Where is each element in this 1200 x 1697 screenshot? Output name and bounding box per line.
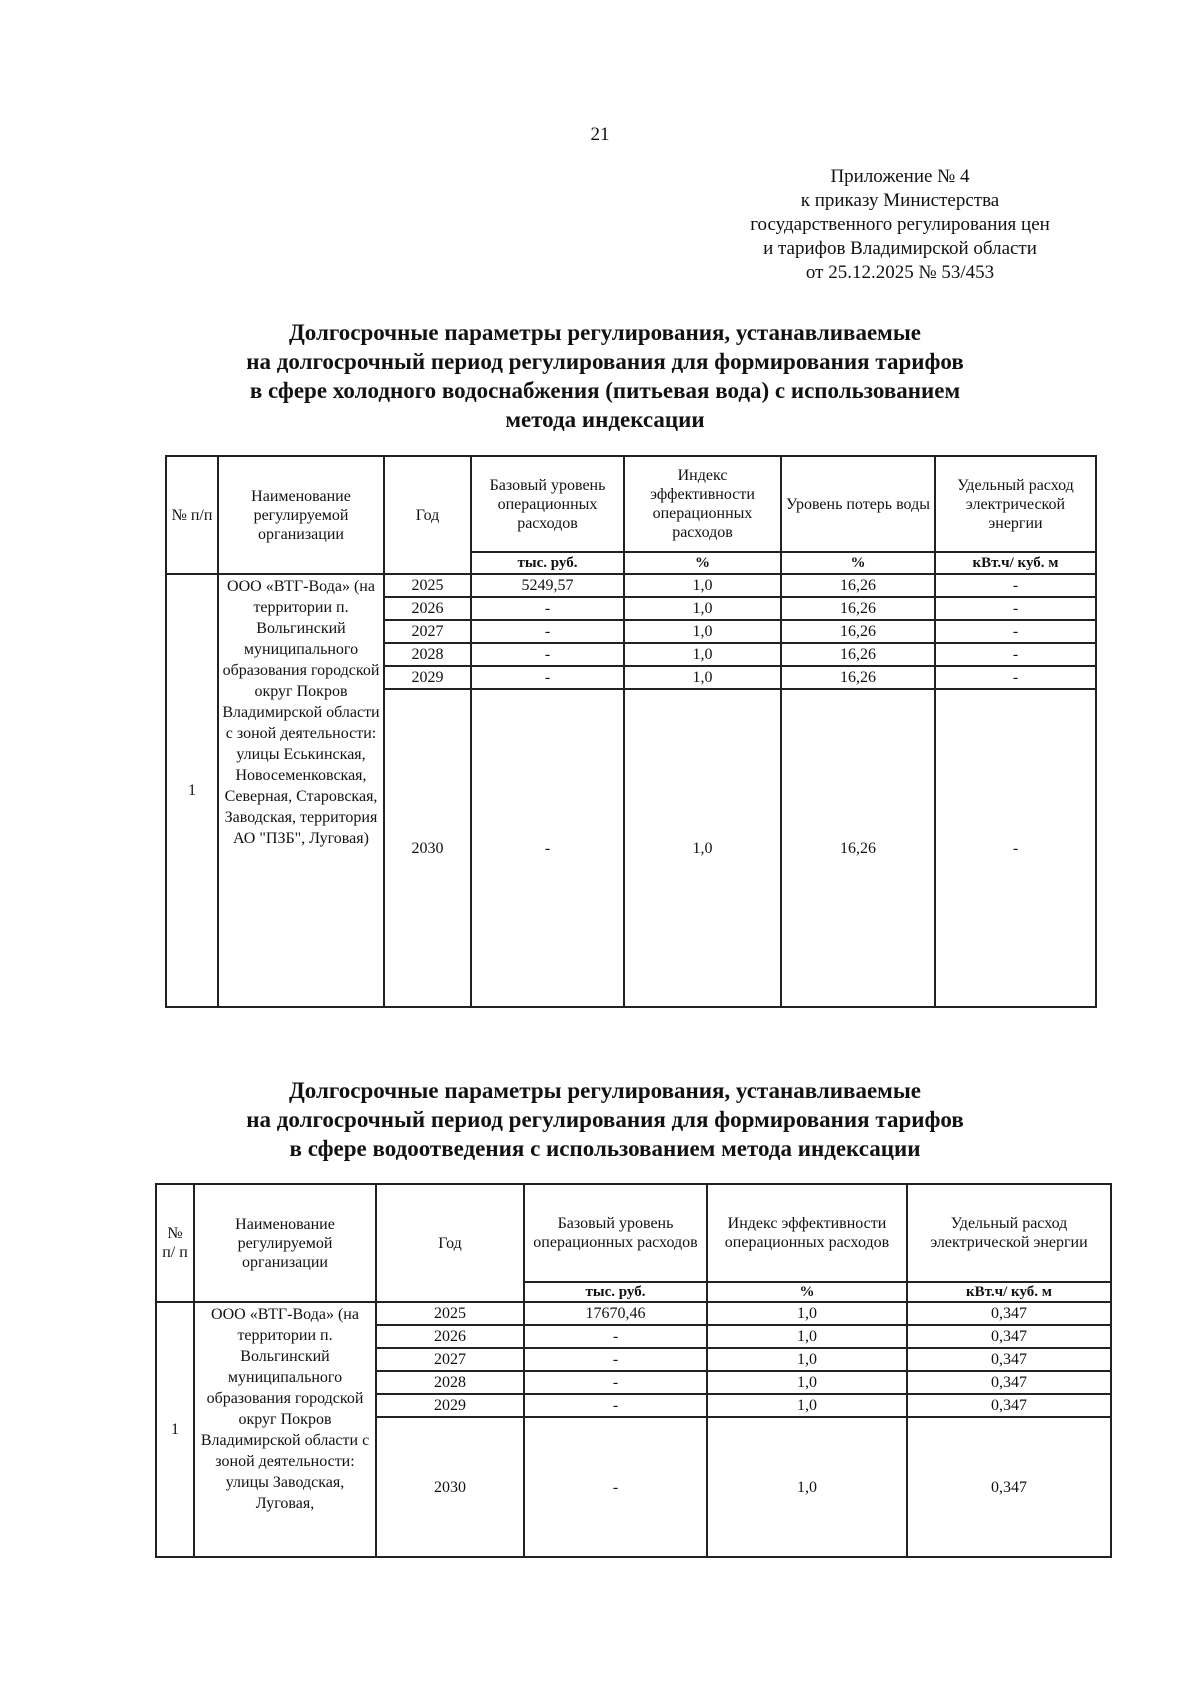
energy-cell: -: [935, 620, 1096, 643]
row-number: 1: [166, 574, 218, 1007]
table1-title: [150, 318, 1060, 434]
energy-cell: -: [935, 597, 1096, 620]
energy-cell: -: [935, 643, 1096, 666]
appendix-block: [700, 165, 1100, 285]
unit-index: %: [624, 552, 781, 574]
energy-cell: -: [935, 666, 1096, 689]
loss-cell: 16,26: [781, 643, 935, 666]
appendix-line: и тарифов Владимирской области: [763, 238, 1037, 259]
year-cell: 2030: [384, 689, 471, 1007]
appendix-line: Приложение № 4: [830, 166, 970, 187]
header-base-level: Базовый уровень операционных расходов: [524, 1184, 707, 1282]
base-cell: -: [524, 1348, 707, 1371]
organization-name: ООО «ВТГ-Вода» (на территории п. Вольгинский муниципального образования городской округ Покров Владимирской области с зоной деятельности: улицы Еськинская, Новосеменковская, Северная, Старовская, Заводская, территория АО "ПЗБ", Луговая): [218, 574, 384, 1007]
year-cell: 2028: [384, 643, 471, 666]
base-cell: -: [524, 1371, 707, 1394]
year-cell: 2027: [376, 1348, 524, 1371]
index-cell: 1,0: [624, 666, 781, 689]
title-line: на долгосрочный период регулирования для формирования тарифов: [246, 1107, 964, 1132]
header-water-loss: Уровень потерь воды: [781, 456, 935, 552]
header-efficiency-index: Индекс эффективности операционных расходов: [707, 1184, 907, 1282]
header-num: № п/п: [166, 456, 218, 574]
energy-cell: 0,347: [907, 1348, 1111, 1371]
unit-loss: %: [781, 552, 935, 574]
title-line: в сфере водоотведения с использованием метода индексации: [289, 1136, 921, 1161]
unit-index: %: [707, 1282, 907, 1302]
index-cell: 1,0: [624, 643, 781, 666]
header-base-level: Базовый уровень операционных расходов: [471, 456, 624, 552]
base-cell: -: [524, 1325, 707, 1348]
index-cell: 1,0: [624, 620, 781, 643]
base-cell: -: [471, 666, 624, 689]
year-cell: 2027: [384, 620, 471, 643]
energy-cell: 0,347: [907, 1371, 1111, 1394]
base-cell: -: [471, 597, 624, 620]
year-cell: 2025: [384, 574, 471, 597]
base-cell: 5249,57: [471, 574, 624, 597]
index-cell: 1,0: [707, 1348, 907, 1371]
header-organization: Наименование регулируемой организации: [194, 1184, 376, 1302]
header-year: Год: [384, 456, 471, 574]
year-cell: 2029: [384, 666, 471, 689]
energy-cell: -: [935, 574, 1096, 597]
year-cell: 2026: [384, 597, 471, 620]
year-cell: 2030: [376, 1417, 524, 1557]
index-cell: 1,0: [624, 689, 781, 1007]
index-cell: 1,0: [707, 1371, 907, 1394]
unit-energy: кВт.ч/ куб. м: [935, 552, 1096, 574]
energy-cell: -: [935, 689, 1096, 1007]
title-line: Долгосрочные параметры регулирования, устанавливаемые: [288, 1078, 922, 1103]
appendix-line: от 25.12.2025 № 53/453: [805, 262, 995, 283]
base-cell: -: [524, 1394, 707, 1417]
title-line: метода индексации: [505, 407, 705, 432]
unit-base: тыс. руб.: [471, 552, 624, 574]
header-energy: Удельный расход электрической энергии: [935, 456, 1096, 552]
page-number: 21: [590, 124, 610, 145]
base-cell: -: [524, 1417, 707, 1557]
base-cell: -: [471, 643, 624, 666]
header-num: № п/ п: [156, 1184, 194, 1302]
appendix-line: к приказу Министерства: [800, 190, 1000, 211]
loss-cell: 16,26: [781, 689, 935, 1007]
loss-cell: 16,26: [781, 620, 935, 643]
energy-cell: 0,347: [907, 1302, 1111, 1325]
header-efficiency-index: Индекс эффективности операционных расходов: [624, 456, 781, 552]
loss-cell: 16,26: [781, 666, 935, 689]
base-cell: 17670,46: [524, 1302, 707, 1325]
base-cell: -: [471, 620, 624, 643]
title-line: Долгосрочные параметры регулирования, устанавливаемые: [288, 320, 922, 345]
title-line: на долгосрочный период регулирования для формирования тарифов: [246, 349, 964, 374]
energy-cell: 0,347: [907, 1394, 1111, 1417]
header-organization: Наименование регулируемой организации: [218, 456, 384, 574]
index-cell: 1,0: [624, 574, 781, 597]
wastewater-parameters-table: [155, 1183, 1112, 1558]
cold-water-parameters-table: [165, 455, 1097, 1008]
year-cell: 2025: [376, 1302, 524, 1325]
energy-cell: 0,347: [907, 1325, 1111, 1348]
index-cell: 1,0: [707, 1325, 907, 1348]
base-cell: -: [471, 689, 624, 1007]
organization-name: ООО «ВТГ-Вода» (на территории п. Вольгинский муниципального образования городской округ Покров Владимирской области с зоной деятельности: улицы Заводская, Луговая,: [194, 1302, 376, 1557]
title-line: в сфере холодного водоснабжения (питьевая вода) с использованием: [249, 378, 961, 403]
header-year: Год: [376, 1184, 524, 1302]
index-cell: 1,0: [707, 1417, 907, 1557]
header-energy: Удельный расход электрической энергии: [907, 1184, 1111, 1282]
row-number: 1: [156, 1302, 194, 1557]
year-cell: 2028: [376, 1371, 524, 1394]
year-cell: 2026: [376, 1325, 524, 1348]
index-cell: 1,0: [624, 597, 781, 620]
index-cell: 1,0: [707, 1394, 907, 1417]
loss-cell: 16,26: [781, 574, 935, 597]
loss-cell: 16,26: [781, 597, 935, 620]
unit-base: тыс. руб.: [524, 1282, 707, 1302]
unit-energy: кВт.ч/ куб. м: [907, 1282, 1111, 1302]
year-cell: 2029: [376, 1394, 524, 1417]
energy-cell: 0,347: [907, 1417, 1111, 1557]
table2-title: [150, 1076, 1060, 1163]
index-cell: 1,0: [707, 1302, 907, 1325]
appendix-line: государственного регулирования цен: [750, 214, 1050, 235]
